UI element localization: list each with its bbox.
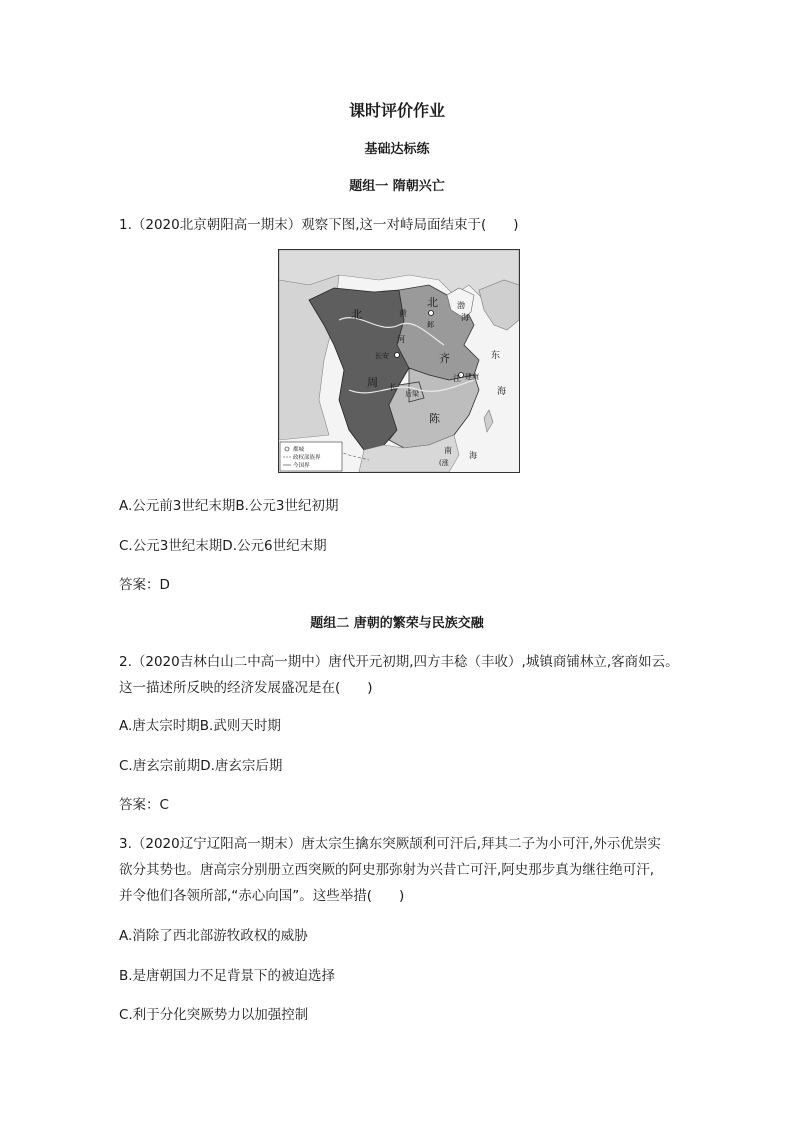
page-title: 课时评价作业 (348, 101, 445, 120)
question-3-option-b: B.是唐朝国力不足背景下的被迫选择 (119, 968, 336, 984)
label-east-sea-1: 东 (491, 351, 501, 361)
question-1-options-cd: C.公元3世纪末期D.公元6世纪末期 (119, 538, 327, 554)
label-south-sea-1: 南 (444, 446, 452, 455)
label-chang: 长 (389, 383, 397, 392)
question-2-stem-line1: 2.（2020吉林白山二中高一期中）唐代开元初期,四方丰稔（丰收）,城镇商铺林立,客商如云。 (119, 654, 679, 670)
label-south-sea-2: 海 (469, 451, 477, 460)
question-3-stem-line2: 欲分其势也。唐高宗分别册立西突厥的阿史那弥射为兴昔亡可汗,阿史那步真为继往绝可汗, (119, 862, 655, 878)
label-houliang: 后梁 (405, 390, 419, 398)
label-jiang: 江 (453, 374, 461, 383)
label-he: 河 (397, 335, 405, 344)
legend-modern: 今国界 (293, 463, 310, 469)
group-heading-1: 题组一 隋朝兴亡 (349, 179, 445, 194)
label-changan: 长安 (375, 352, 389, 360)
label-north-qi-2: 齐 (439, 352, 450, 365)
label-zhanghai: (涨 (439, 459, 449, 467)
question-3-stem-line3: 并令他们各领所部,“赤心向国”。这些举措( ) (119, 888, 405, 904)
question-2-options-ab: A.唐太宗时期B.武则天时期 (119, 718, 281, 734)
legend-capital: 都城 (293, 447, 305, 453)
question-1-answer: 答案：D (119, 577, 170, 593)
label-jiankang: 建康 (465, 373, 479, 381)
map-svg (279, 250, 519, 472)
label-chen: 陈 (429, 412, 440, 425)
question-3-option-c: C.利于分化突厥势力以加强控制 (119, 1007, 309, 1023)
section-subtitle: 基础达标练 (364, 142, 430, 157)
label-huang: 黄 (399, 309, 407, 318)
question-2-answer: 答案：C (119, 797, 169, 813)
label-north-zhou-1: 北 (351, 308, 362, 321)
question-3-option-a: A.消除了西北部游牧政权的威胁 (119, 928, 308, 944)
label-north-zhou-2: 周 (367, 376, 378, 389)
question-2-stem-line2: 这一描述所反映的经济发展盛况是在( ) (119, 680, 373, 696)
label-north-qi-1: 北 (427, 296, 438, 309)
question-1-options-ab: A.公元前3世纪末期B.公元3世纪初期 (119, 498, 339, 514)
question-2-options-cd: C.唐玄宗前期D.唐玄宗后期 (119, 758, 283, 774)
label-bohai-1: 渤 (457, 301, 465, 310)
question-3-stem-line1: 3.（2020辽宁辽阳高一期末）唐太宗生擒东突厥颉利可汗后,拜其二子为小可汗,外示优崇实 (119, 836, 661, 852)
question-1-stem: 1.（2020北京朝阳高一期末）观察下图,这一对峙局面结束于( ) (119, 217, 519, 233)
legend-regime: 政权部族界 (293, 455, 321, 461)
historical-map (278, 249, 520, 473)
group-heading-2: 题组二 唐朝的繁荣与民族交融 (310, 616, 484, 631)
label-ye: 邺 (427, 321, 434, 329)
label-bohai-2: 海 (461, 313, 469, 322)
label-east-sea-2: 海 (497, 387, 507, 397)
